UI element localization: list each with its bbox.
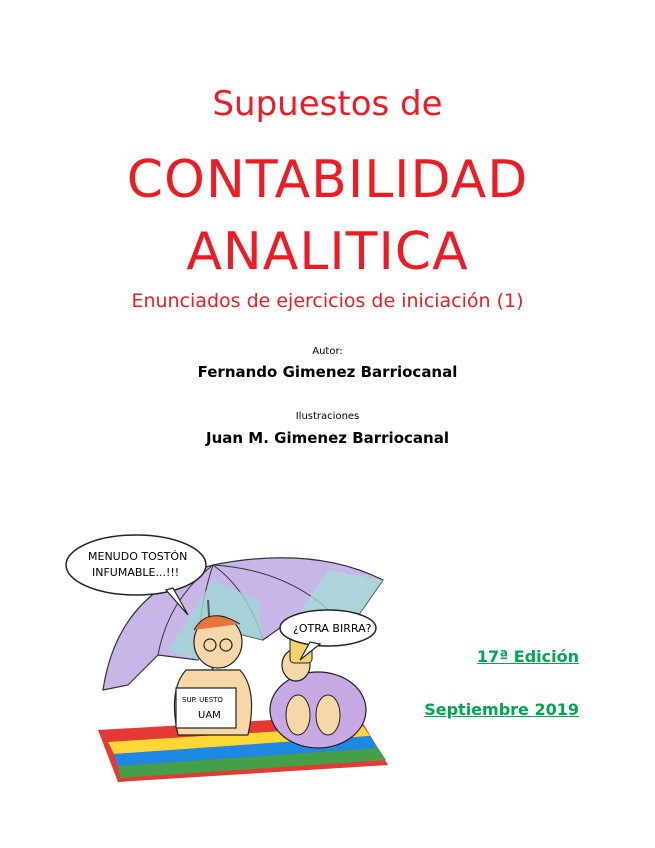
title-line-1: Supuestos de xyxy=(212,84,443,124)
book-text-2: UAM xyxy=(198,710,221,721)
date: Septiembre 2019 xyxy=(424,700,579,719)
title-line-2: CONTABILIDAD xyxy=(126,150,529,210)
bubble-1-line-1: MENUDO TOSTÓN xyxy=(88,550,188,563)
beer-man xyxy=(270,635,366,748)
title-line-3: ANALITICA xyxy=(186,222,469,282)
illustrations-label: Ilustraciones xyxy=(295,411,360,422)
author-name: Fernando Gimenez Barriocanal xyxy=(197,363,458,381)
bubble-2-text: ¿OTRA BIRRA? xyxy=(293,622,372,635)
cover-illustration xyxy=(48,520,408,782)
illustrator-name: Juan M. Gimenez Barriocanal xyxy=(206,429,449,447)
author-label: Autor: xyxy=(312,346,343,357)
subtitle: Enunciados de ejercicios de iniciación (1) xyxy=(131,290,524,312)
edition: 17ª Edición xyxy=(476,647,579,666)
book-text-1: SUP. UESTO xyxy=(182,696,223,704)
bubble-1-line-2: INFUMABLE...!!! xyxy=(92,566,180,579)
